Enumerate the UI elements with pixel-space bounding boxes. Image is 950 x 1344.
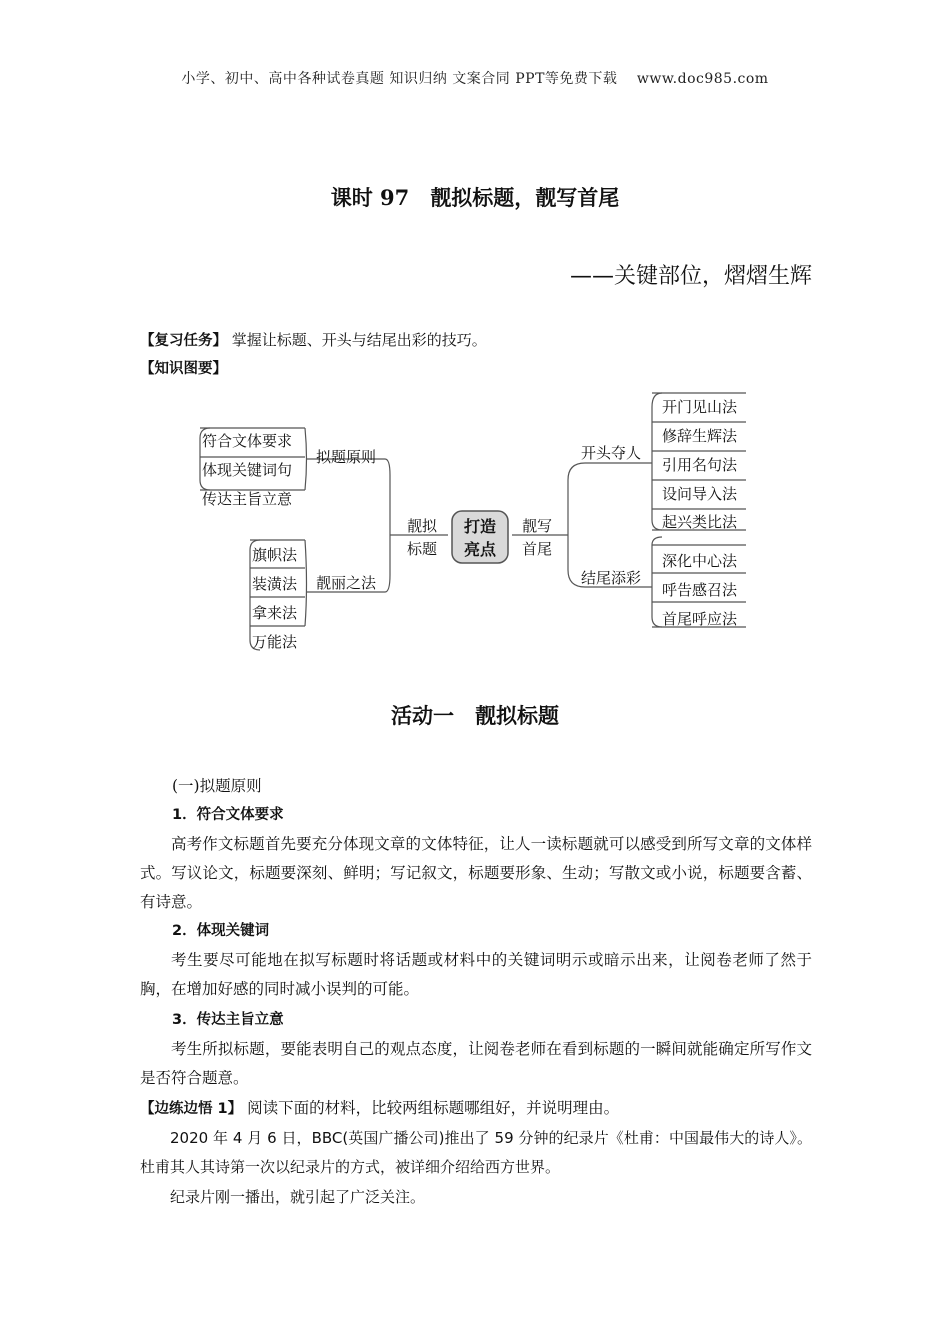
paragraph-5: 纪录片刚一播出，就引起了广泛关注。 [170,1188,426,1206]
opening-item: 起兴类比法 [662,513,738,531]
center-text-1: 打造 [463,517,497,536]
method-item: 装潢法 [252,575,298,593]
principle-item: 传达主旨立意 [202,490,293,508]
ending-item: 首尾呼应法 [662,610,738,628]
lesson-subtitle: ——关键部位，熠熠生辉 [569,264,812,289]
paragraph-3: 考生所拟标题，要能表明自己的观点态度，让阅卷老师在看到标题的一瞬间就能确定所写作文是否符合题意。 [140,1040,812,1087]
heading-2: 2．体现关键词 [172,923,270,939]
review-tag: 【复习任务】 [140,333,227,349]
methods-label: 靓丽之法 [315,574,377,592]
ending-label: 结尾添彩 [580,569,642,587]
principle-item: 符合文体要求 [202,432,293,450]
principle-item: 体现关键词句 [202,461,293,479]
exercise-tag: 【边练边悟 1】 [140,1101,243,1117]
knowledge-map-label: 【知识图要】 [140,361,227,377]
paragraph-2: 考生要尽可能地在拟写标题时将话题或材料中的关键词明示或暗示出来，让阅卷老师了然于胸，在增加好感的同时减小误判的可能。 [140,951,812,998]
heading-3: 3．传达主旨立意 [172,1012,284,1028]
lesson-title: 课时 97 靓拟标题，靓写首尾 [330,185,620,210]
method-item: 万能法 [252,633,298,651]
center-text-2: 亮点 [463,540,497,559]
opening-item: 设问导入法 [662,485,738,503]
method-item: 拿来法 [252,604,298,622]
paragraph-1: 高考作文标题首先要充分体现文章的文体特征，让人一读标题就可以感受到所写文章的文体样式。写议论文，标题要深刻、鲜明；写记叙文，标题要形象、生动；写散文或小说，标题要含蓄、有诗意。 [140,835,812,911]
ending-item: 深化中心法 [662,552,738,570]
review-text: 掌握让标题、开头与结尾出彩的技巧。 [231,331,487,349]
left-branch-1: 靓拟 [406,517,438,535]
knowledge-mind-map [190,385,760,660]
section-title: 活动一 靓拟标题 [391,703,559,728]
exercise-text: 阅读下面的材料，比较两组标题哪组好，并说明理由。 [247,1099,620,1117]
opening-label: 开头夺人 [580,444,642,462]
ending-item: 呼告感召法 [662,581,738,599]
exercise-prompt [140,1094,812,1124]
opening-item: 引用名句法 [662,456,738,474]
paragraph-4: 2020 年 4 月 6 日，BBC(英国广播公司)推出了 59 分钟的纪录片《杜甫：中国最伟大的诗人》。杜甫其人其诗第一次以纪录片的方式，被详细介绍给西方世界。 [140,1129,812,1176]
page-header: 小学、初中、高中各种试卷真题 知识归纳 文案合同 PPT等免费下载 www.doc985.com [181,71,769,87]
right-branch-2: 首尾 [521,540,553,558]
sub-heading: (一)拟题原则 [172,777,262,795]
right-branch-1: 靓写 [521,517,553,535]
left-branch-2: 标题 [406,540,438,558]
opening-item: 修辞生辉法 [662,427,738,445]
review-task [140,329,487,352]
method-item: 旗帜法 [252,546,298,564]
principles-label: 拟题原则 [315,448,377,466]
opening-item: 开门见山法 [662,398,738,416]
heading-1: 1．符合文体要求 [172,807,284,823]
